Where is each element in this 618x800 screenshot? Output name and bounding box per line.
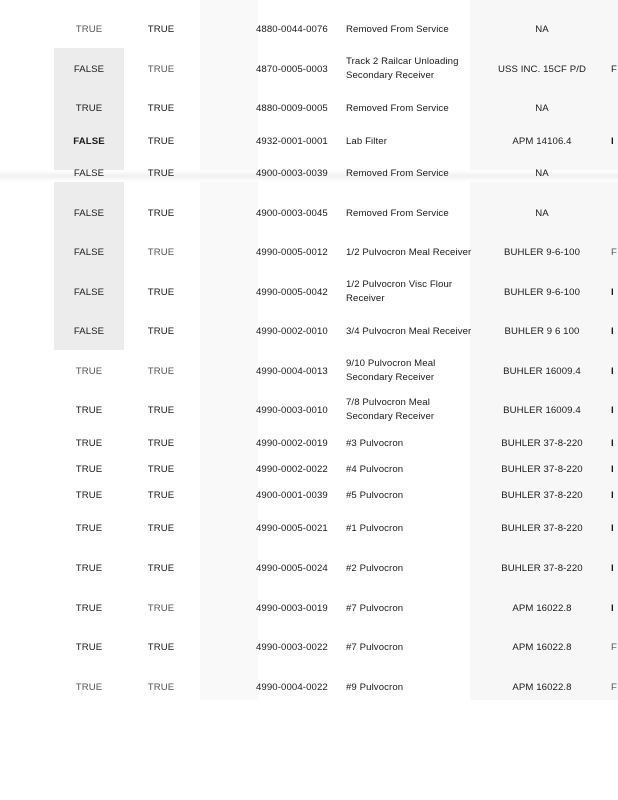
equipment-description: Lab Filter xyxy=(346,136,387,147)
equipment-id: 4990-0002-0019 xyxy=(256,438,328,449)
equipment-model: APM 16022.8 xyxy=(512,682,572,693)
equipment-id: 4990-0002-0010 xyxy=(256,326,328,337)
col6-value: I xyxy=(611,405,614,416)
col1-value: TRUE xyxy=(75,603,103,614)
equipment-id: 4900-0003-0045 xyxy=(256,208,328,219)
col2-value: TRUE xyxy=(147,642,175,653)
col2-value: TRUE xyxy=(147,24,175,35)
equipment-description: 3/4 Pulvocron Meal Receiver xyxy=(346,326,472,337)
equipment-id: 4870-0005-0003 xyxy=(256,64,328,75)
equipment-description: 1/2 Pulvocron Visc Flour Receiver xyxy=(346,279,453,304)
equipment-id: 4990-0005-0042 xyxy=(256,287,328,298)
equipment-description: #7 Pulvocron xyxy=(346,603,404,614)
col1-value: TRUE xyxy=(75,24,103,35)
equipment-model: APM 16022.8 xyxy=(512,642,572,653)
col2-value: TRUE xyxy=(147,366,175,377)
col1-value: FALSE xyxy=(73,208,105,219)
equipment-description: #9 Pulvocron xyxy=(346,682,404,693)
col1-value: FALSE xyxy=(73,326,105,337)
equipment-id: 4990-0002-0022 xyxy=(256,464,328,475)
col1-value: FALSE xyxy=(73,168,105,179)
col1-value: TRUE xyxy=(75,405,103,416)
col6-value: I xyxy=(611,287,614,298)
col6-value: I xyxy=(611,136,614,147)
equipment-description: Track 2 Railcar Unloading Secondary Receiver xyxy=(346,56,459,81)
equipment-description: #7 Pulvocron xyxy=(346,642,404,653)
equipment-model: BUHLER 37-8-220 xyxy=(501,523,583,534)
equipment-model: BUHLER 37-8-220 xyxy=(501,464,583,475)
col2-value: TRUE xyxy=(147,523,175,534)
col6-value: F xyxy=(611,642,617,653)
equipment-model: BUHLER 37-8-220 xyxy=(501,563,583,574)
equipment-description: #2 Pulvocron xyxy=(346,563,404,574)
equipment-model: BUHLER 9-6-100 xyxy=(503,287,581,298)
equipment-id: 4990-0003-0010 xyxy=(256,405,328,416)
col2-value: TRUE xyxy=(147,136,175,147)
col1-value: TRUE xyxy=(75,103,103,114)
equipment-model: BUHLER 9 6 100 xyxy=(504,326,580,337)
equipment-model: BUHLER 16009.4 xyxy=(503,366,581,377)
equipment-description: #5 Pulvocron xyxy=(346,490,404,501)
equipment-id: 4932-0001-0001 xyxy=(256,136,328,147)
col6-value: I xyxy=(611,326,614,337)
equipment-id: 4990-0005-0012 xyxy=(256,247,328,258)
equipment-model: BUHLER 9-6-100 xyxy=(503,247,581,258)
equipment-description: #4 Pulvocron xyxy=(346,464,404,475)
col2-value: TRUE xyxy=(147,682,175,693)
equipment-id: 4990-0005-0021 xyxy=(256,523,328,534)
col2-value: TRUE xyxy=(147,168,175,179)
equipment-model: BUHLER 37-8-220 xyxy=(501,438,583,449)
equipment-id: 4990-0005-0024 xyxy=(256,563,328,574)
col6-value: F xyxy=(611,682,617,693)
col2-value: TRUE xyxy=(147,208,175,219)
col2-value: TRUE xyxy=(147,563,175,574)
col1-value: FALSE xyxy=(73,136,105,147)
col6-value: I xyxy=(611,464,614,475)
equipment-id: 4990-0004-0013 xyxy=(256,366,328,377)
col1-value: TRUE xyxy=(75,563,103,574)
col6-value: I xyxy=(611,490,614,501)
equipment-description: Removed From Service xyxy=(346,208,449,219)
col2-value: TRUE xyxy=(147,64,175,75)
col2-value: TRUE xyxy=(147,438,175,449)
col1-value: TRUE xyxy=(75,438,103,449)
equipment-id: 4900-0001-0039 xyxy=(256,490,328,501)
scan-shading-left xyxy=(54,48,124,350)
equipment-description: 9/10 Pulvocron Meal Secondary Receiver xyxy=(346,358,436,383)
equipment-description: #1 Pulvocron xyxy=(346,523,404,534)
equipment-model: BUHLER 16009.4 xyxy=(503,405,581,416)
equipment-model: APM 16022.8 xyxy=(512,603,572,614)
col6-value: F xyxy=(611,64,617,75)
col6-value: I xyxy=(611,563,614,574)
col6-value: I xyxy=(611,438,614,449)
equipment-description: #3 Pulvocron xyxy=(346,438,404,449)
col1-value: TRUE xyxy=(75,682,103,693)
col2-value: TRUE xyxy=(147,490,175,501)
col2-value: TRUE xyxy=(147,287,175,298)
equipment-model: USS INC. 15CF P/D xyxy=(497,64,587,75)
equipment-id: 4990-0004-0022 xyxy=(256,682,328,693)
col1-value: TRUE xyxy=(75,523,103,534)
equipment-description: Removed From Service xyxy=(346,103,449,114)
equipment-id: 4880-0044-0076 xyxy=(256,24,328,35)
col1-value: FALSE xyxy=(73,287,105,298)
equipment-model: APM 14106.4 xyxy=(512,136,572,147)
equipment-model: NA xyxy=(535,103,549,114)
equipment-id: 4900-0003-0039 xyxy=(256,168,328,179)
scan-shading-middle xyxy=(200,0,258,700)
equipment-description: Removed From Service xyxy=(346,24,449,35)
col6-value: F xyxy=(611,247,617,258)
col2-value: TRUE xyxy=(147,326,175,337)
col2-value: TRUE xyxy=(147,464,175,475)
col1-value: TRUE xyxy=(75,490,103,501)
equipment-model: NA xyxy=(535,208,549,219)
col1-value: TRUE xyxy=(75,464,103,475)
col1-value: TRUE xyxy=(75,366,103,377)
col2-value: TRUE xyxy=(147,247,175,258)
col2-value: TRUE xyxy=(147,405,175,416)
col2-value: TRUE xyxy=(147,603,175,614)
col2-value: TRUE xyxy=(147,103,175,114)
equipment-model: NA xyxy=(535,24,549,35)
col6-value: I xyxy=(611,366,614,377)
equipment-model: BUHLER 37-8-220 xyxy=(501,490,583,501)
equipment-id: 4880-0009-0005 xyxy=(256,103,328,114)
col6-value: I xyxy=(611,523,614,534)
col6-value: I xyxy=(611,603,614,614)
col1-value: TRUE xyxy=(75,642,103,653)
col1-value: FALSE xyxy=(73,247,105,258)
col1-value: FALSE xyxy=(73,64,105,75)
equipment-id: 4990-0003-0019 xyxy=(256,603,328,614)
equipment-description: 7/8 Pulvocron Meal Secondary Receiver xyxy=(346,397,435,422)
equipment-description: Removed From Service xyxy=(346,168,449,179)
equipment-id: 4990-0003-0022 xyxy=(256,642,328,653)
equipment-description: 1/2 Pulvocron Meal Receiver xyxy=(346,247,472,258)
equipment-model: NA xyxy=(535,168,549,179)
